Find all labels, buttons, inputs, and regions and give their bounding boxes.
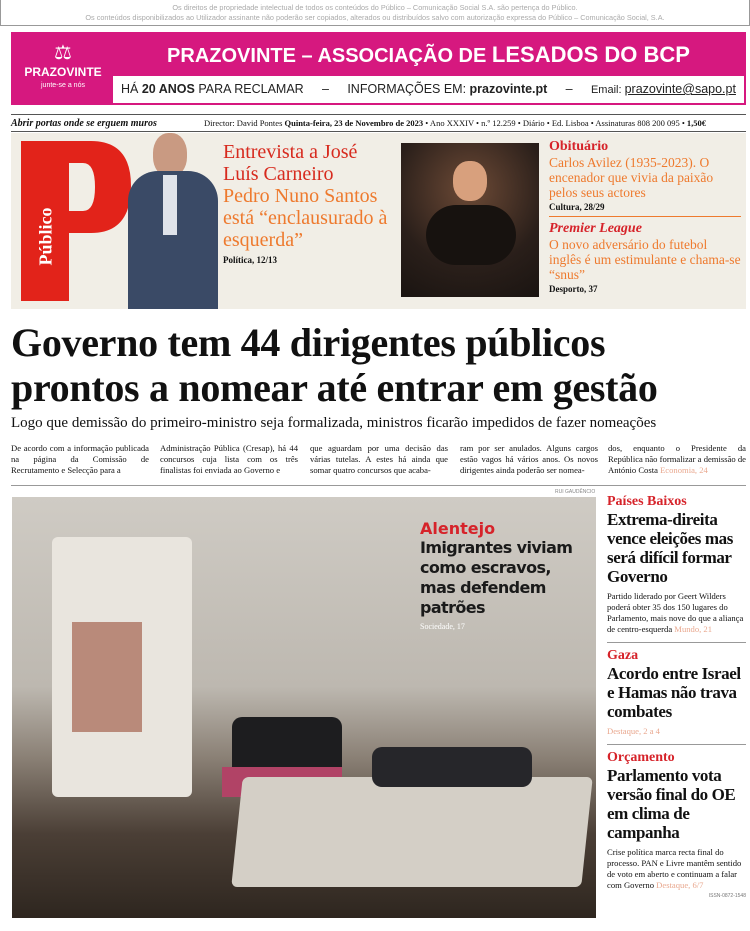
scales-icon: ⚖ (54, 42, 72, 64)
copyright-notice (0, 0, 750, 26)
info-site: prazovinte.pt (469, 82, 548, 96)
advertisement-banner[interactable] (11, 32, 746, 105)
obituary-title[interactable]: Carlos Avilez (1935-2023). O encenador que vivia da paixão pelos seus actores (549, 155, 714, 200)
premier-league-kicker: Premier League (549, 221, 642, 236)
logo-tagline: junte-se a nós (41, 82, 85, 89)
director: Director: David Pontes (204, 118, 283, 128)
ad-info-site (347, 76, 547, 103)
section-ref: Cultura, 28/29 (549, 202, 605, 212)
carneiro-photo (123, 133, 223, 309)
ad-title (113, 34, 744, 76)
notice-line: Os direitos de propriedade intelectual de todos os conteúdos do Público – Comunicação Social S.A. são pertença do Público. (172, 3, 578, 12)
logo-wordmark: Público (35, 207, 56, 266)
logo-text: PRAZOVINTE (24, 65, 102, 79)
ad-years: 20 ANOS (141, 82, 195, 96)
ad-title-b: LESADOS DO BCP (491, 42, 690, 67)
budget-kicker: Orçamento (607, 750, 675, 765)
slogan: Abrir portas onde se erguem muros (11, 118, 157, 129)
separator: – (322, 82, 329, 96)
masthead-line (11, 114, 746, 132)
ad-title-a: PRAZOVINTE – ASSOCIAÇÃO DE (167, 45, 492, 67)
photo-credit: RUI GAUDÊNCIO (555, 489, 596, 495)
photo-kicker: Alentejo (420, 519, 496, 538)
section-ref: Destaque, 6/7 (656, 880, 704, 890)
separator: – (565, 82, 573, 96)
price: 1,50€ (686, 118, 707, 128)
lead-column: Administração Pública (Cresap), há 44 concursos cuja lista com os três finalistas foi enviada ao Governo e (160, 443, 298, 475)
prazovinte-logo (13, 34, 113, 103)
right-column (607, 494, 746, 899)
netherlands-title[interactable]: Extrema-direita vence eleições mas será difícil formar Governo (607, 510, 733, 586)
gaza-title[interactable]: Acordo entre Israel e Hamas não trava combates (607, 664, 741, 721)
top-band (11, 133, 746, 309)
lead-headline[interactable] (11, 320, 746, 410)
ad-email (591, 76, 736, 103)
interview-kicker[interactable]: Entrevista a José Luís Carneiro (223, 141, 358, 185)
section-ref: Destaque, 2 a 4 (607, 726, 660, 736)
section-ref: Desporto, 37 (549, 284, 598, 294)
netherlands-text: Partido liderado por Geert Wilders poderá obter 35 dos 150 lugares do Parlamento, mais nove do que a aliança de centro-esquerda (607, 591, 744, 634)
lead-column: ram por ser anulados. Alguns cargos estão vagos há vários anos. Os novos dirigentes ainda poderão ser nomea- (460, 443, 598, 475)
obituary-kicker: Obituário (549, 139, 609, 154)
publico-logo (21, 141, 131, 301)
headline-line: prontos a nomear até entrar em gestão (11, 365, 658, 410)
section-ref: Economia, 24 (660, 465, 708, 475)
lead-column (608, 443, 746, 476)
section-ref: Mundo, 21 (674, 624, 713, 634)
email-link[interactable]: prazovinte@sapo.pt (624, 82, 736, 96)
section-ref: Política, 12/13 (223, 255, 277, 265)
ad-info (113, 76, 744, 103)
issn: ISSN-0872-1548 (708, 893, 746, 899)
avilez-photo (401, 143, 539, 297)
lead-column: que aguardam por uma decisão das várias tutelas. A estes há ainda que somar quatro concursos que acaba- (310, 443, 448, 475)
photo-title: Imigrantes viviam como escravos, mas defendem patrões (420, 538, 573, 617)
premier-league-title[interactable]: O novo adversário do futebol inglês é um estimulante e chama-se “snus” (549, 237, 741, 282)
date: Quinta-feira, 23 de Novembro de 2023 (284, 118, 424, 128)
ad-line: PARA RECLAMAR (194, 82, 304, 96)
lead-column: De acordo com a informação publicada na página da Comissão de Recrutamento e Selecção para a (11, 443, 149, 475)
netherlands-kicker: Países Baixos (607, 494, 687, 509)
lead-subhead: Logo que demissão do primeiro-ministro seja formalizada, ministros ficarão impedidos de fazer nomeações (11, 415, 657, 431)
info-label: INFORMAÇÕES EM: (347, 82, 470, 96)
headline-line: Governo tem 44 dirigentes públicos (11, 320, 606, 365)
column-text: dos, enquanto o Presidente da República não formalizar a demissão de António Costa (608, 443, 746, 475)
interview-title[interactable]: Pedro Nuno Santos está “enclausurado à esquerda” (223, 185, 388, 251)
email-label: Email: (590, 84, 625, 96)
budget-text: Crise política marca recta final do processo. PAN e Livre mantêm sentido de voto em aberto e continuam a falar com Governo (607, 847, 742, 890)
ad-claim (121, 76, 304, 103)
issue-info: • Ano XXXIV • n.º 12.259 • Diário • Ed. Lisboa • Assinaturas 808 200 095 • (425, 118, 685, 128)
section-ref: Sociedade, 17 (420, 622, 465, 631)
notice-line: Os conteúdos disponibilizados ao Utilizador assinante não poderão ser copiados, alterados ou distribuídos salvo com autorização expressa do Público – Comunicação Social, S.A. (85, 13, 665, 22)
budget-title[interactable]: Parlamento vota versão final do OE em clima de campanha (607, 766, 736, 842)
gaza-kicker: Gaza (607, 648, 639, 663)
alentejo-photo[interactable] (12, 497, 596, 918)
ad-line: HÁ (121, 82, 142, 96)
